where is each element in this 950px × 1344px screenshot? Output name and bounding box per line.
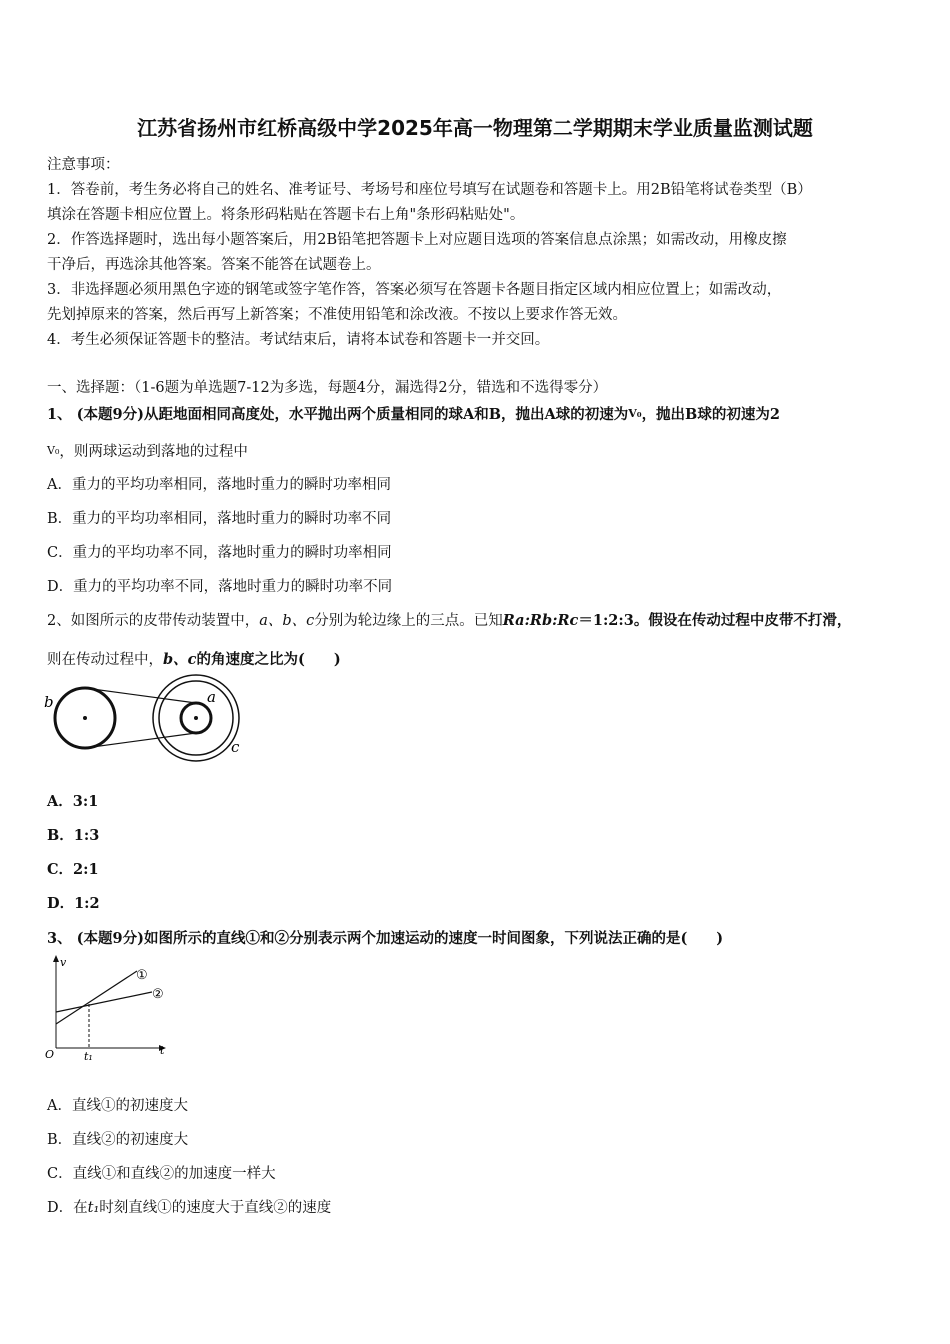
q1-option-c: C．重力的平均功率不同，落地时重力的瞬时功率相同 bbox=[47, 545, 392, 561]
notice-line-1: 1．答卷前，考生务必将自己的姓名、准考证号、考场号和座位号填写在试题卷和答题卡上。用2B铅笔将试卷类型（B） bbox=[47, 182, 812, 198]
label-c: c bbox=[231, 738, 240, 756]
q2-option-b: B．1:3 bbox=[47, 827, 100, 844]
q1-text-c: ，则两球运动到落地的过程中 bbox=[59, 444, 248, 460]
page-title: 江苏省扬州市红桥高级中学2025年高一物理第二学期期末学业质量监测试题 bbox=[137, 116, 813, 140]
label-a: a bbox=[207, 688, 216, 706]
line-1-label: ① bbox=[136, 968, 148, 983]
wheel-b-axle bbox=[83, 716, 87, 720]
section-heading: 一、选择题：（1-6题为单选题7-12为多选，每题4分，漏选得2分，错选和不选得零分） bbox=[47, 380, 608, 396]
line-2 bbox=[56, 992, 152, 1012]
t1-label: t₁ bbox=[84, 1050, 93, 1062]
q2-text-d: 则在传动过程中， bbox=[47, 652, 163, 668]
line-2-label: ② bbox=[152, 987, 164, 1002]
velocity-time-graph bbox=[40, 952, 175, 1062]
v-axis-arrow bbox=[53, 955, 59, 962]
q3-option-d-t1: t₁ bbox=[87, 1200, 100, 1216]
q1-v0-2: V₀ bbox=[47, 444, 60, 457]
q1-line-2 bbox=[47, 440, 248, 461]
q1-option-b: B．重力的平均功率相同，落地时重力的瞬时功率不同 bbox=[47, 511, 392, 527]
notice-line-4: 干净后，再选涂其他答案。答案不能答在试题卷上。 bbox=[47, 257, 381, 273]
wheel-a-axle bbox=[194, 716, 198, 720]
q2-line-1 bbox=[47, 609, 851, 630]
q2-line-2 bbox=[47, 648, 341, 669]
q1-v0: V₀ bbox=[628, 407, 642, 420]
q2-option-d: D．1:2 bbox=[47, 895, 100, 912]
q2-text-b: 分别为轮边缘上的三点。已知 bbox=[314, 613, 503, 629]
q1-text-a: 1、 (本题9分)从距地面相同高度处，水平抛出两个质量相同的球A和B，抛出A球的初速为 bbox=[47, 406, 629, 423]
q2-bc: b、c bbox=[163, 651, 197, 668]
q3-option-d-a: D．在 bbox=[47, 1200, 88, 1216]
q3-option-d bbox=[47, 1196, 331, 1217]
q1-line-1 bbox=[47, 403, 780, 424]
q2-ratio: Ra:Rb:Rc bbox=[502, 612, 579, 629]
q2-abc: a、b、c bbox=[259, 613, 315, 629]
notice-heading: 注意事项： bbox=[47, 157, 120, 173]
q2-option-a: A．3:1 bbox=[47, 793, 99, 810]
q1-option-d: D．重力的平均功率不同，落地时重力的瞬时功率不同 bbox=[47, 579, 393, 595]
q3-line-1: 3、 (本题9分)如图所示的直线①和②分别表示两个加速运动的速度一时间图象，下列说法正确的是( ) bbox=[47, 930, 724, 947]
origin-label: O bbox=[45, 1048, 55, 1061]
q1-text-b: ，抛出B球的初速为2 bbox=[641, 406, 780, 423]
v-label: v bbox=[60, 956, 67, 969]
notice-line-2: 填涂在答题卡相应位置上。将条形码粘贴在答题卡右上角"条形码粘贴处"。 bbox=[47, 207, 525, 223]
notice-line-7: 4．考生必须保证答题卡的整洁。考试结束后，请将本试卷和答题卡一并交回。 bbox=[47, 332, 550, 348]
label-b: b bbox=[44, 693, 54, 711]
notice-line-6: 先划掉原来的答案，然后再写上新答案；不准使用铅笔和涂改液。不按以上要求作答无效。 bbox=[47, 307, 627, 323]
q1-option-a: A．重力的平均功率相同，落地时重力的瞬时功率相同 bbox=[47, 477, 391, 493]
q2-text-e: 的角速度之比为( ) bbox=[196, 651, 341, 668]
q2-text-c: ＝1:2:3。假设在传动过程中皮带不打滑， bbox=[578, 612, 852, 629]
belt-top bbox=[85, 688, 196, 703]
q3-option-b: B．直线②的初速度大 bbox=[47, 1132, 189, 1148]
q3-option-a: A．直线①的初速度大 bbox=[47, 1098, 188, 1114]
belt-drive-figure bbox=[40, 672, 250, 764]
q2-text-a: 2、如图所示的皮带传动装置中， bbox=[47, 613, 260, 629]
q2-option-c: C．2:1 bbox=[47, 861, 99, 878]
t-label: t bbox=[160, 1044, 165, 1057]
notice-line-5: 3．非选择题必须用黑色字迹的钢笔或签字笔作答，答案必须写在答题卡各题目指定区域内相应位置上；如需改动， bbox=[47, 282, 782, 298]
q3-option-c: C．直线①和直线②的加速度一样大 bbox=[47, 1166, 276, 1182]
belt-bottom bbox=[85, 733, 196, 748]
notice-line-3: 2．作答选择题时，选出每小题答案后，用2B铅笔把答题卡上对应题目选项的答案信息点涂黑；如需改动，用橡皮擦 bbox=[47, 232, 787, 248]
q3-option-d-b: 时刻直线①的速度大于直线②的速度 bbox=[99, 1200, 332, 1216]
